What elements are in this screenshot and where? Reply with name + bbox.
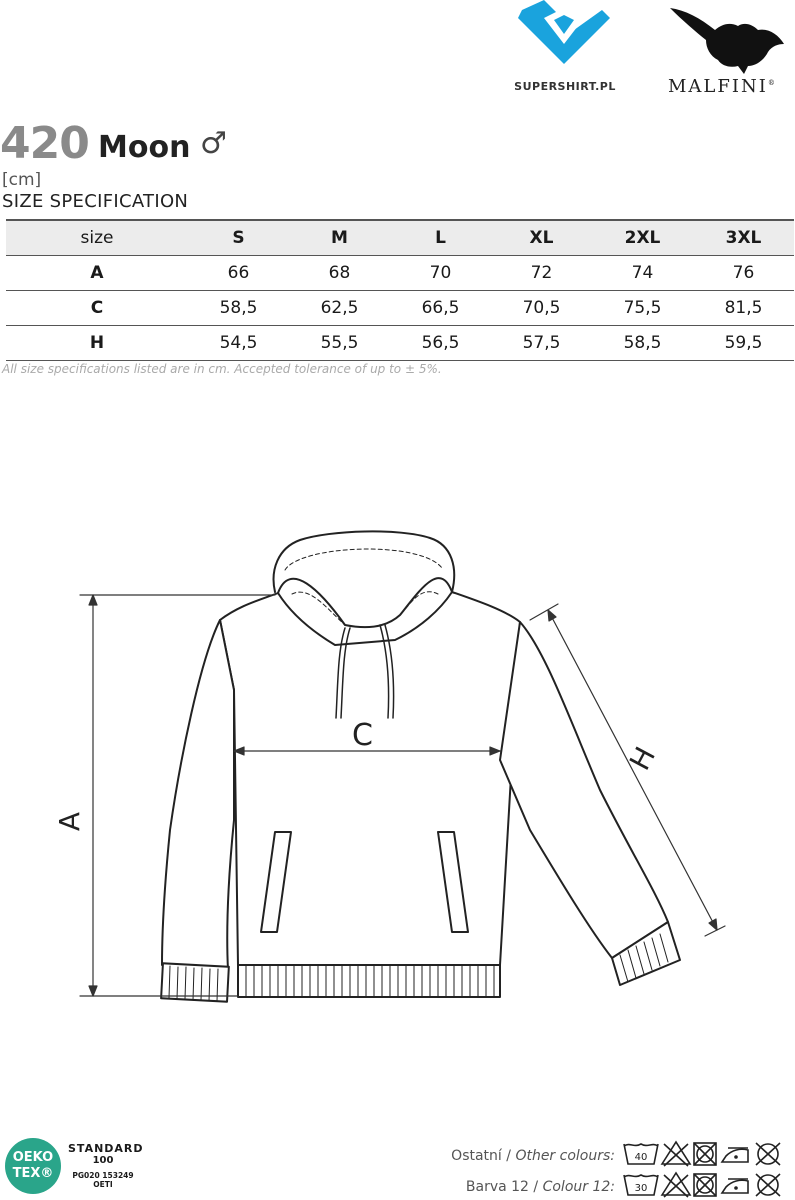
table-cell: 66,5 xyxy=(390,291,491,326)
table-header-row xyxy=(6,220,794,256)
table-cell: 57,5 xyxy=(491,326,592,361)
size-col-xl: XL xyxy=(491,220,592,256)
spec-title: SIZE SPECIFICATION xyxy=(2,191,189,212)
table-cell: 58,5 xyxy=(592,326,693,361)
unit-label: [cm] xyxy=(2,170,42,190)
table-cell: 74 xyxy=(592,256,693,291)
measure-label-c: C xyxy=(352,718,373,753)
table-row xyxy=(6,326,794,361)
table-cell: 62,5 xyxy=(289,291,390,326)
size-col-3xl: 3XL xyxy=(693,220,794,256)
table-cell: 66 xyxy=(188,256,289,291)
product-number: 420 xyxy=(0,118,89,169)
no-tumble-dry-icon xyxy=(694,1143,716,1165)
table-cell: 56,5 xyxy=(390,326,491,361)
care-label-local: Barva 12 / xyxy=(465,1179,539,1195)
oeko-badge-line2: TEX® xyxy=(12,1166,54,1181)
row-label: A xyxy=(6,256,188,291)
table-cell: 58,5 xyxy=(188,291,289,326)
table-row xyxy=(6,291,794,326)
care-label-other xyxy=(315,1148,615,1164)
wash-temp-40: 40 xyxy=(634,1152,648,1163)
table-cell: 76 xyxy=(693,256,794,291)
no-dry-clean-icon xyxy=(756,1143,780,1165)
wash-temp-30: 30 xyxy=(634,1183,648,1194)
oeko-code: PG020 153249 xyxy=(72,1171,134,1180)
hoodie-drawing xyxy=(0,520,795,1020)
row-label: H xyxy=(6,326,188,361)
care-label-local: Ostatní / xyxy=(451,1148,511,1164)
care-label-en: Other colours: xyxy=(515,1148,615,1164)
no-bleach-icon xyxy=(662,1142,690,1166)
hoodie-outline-icon xyxy=(0,520,795,1020)
iron-icon xyxy=(722,1179,748,1193)
care-label-colour-12 xyxy=(315,1179,615,1195)
oeko-tex-badge xyxy=(5,1138,61,1194)
table-cell: 72 xyxy=(491,256,592,291)
measure-label-h: H xyxy=(623,741,663,776)
supershirt-logo xyxy=(510,0,620,100)
care-label-en: Colour 12: xyxy=(542,1179,615,1195)
no-dry-clean-icon xyxy=(756,1174,780,1196)
table-cell: 55,5 xyxy=(289,326,390,361)
eagle-icon xyxy=(660,0,790,76)
supershirt-mark-icon xyxy=(514,0,614,72)
size-table xyxy=(6,219,794,361)
no-tumble-dry-icon xyxy=(694,1174,716,1196)
table-cell: 81,5 xyxy=(693,291,794,326)
table-cell: 70,5 xyxy=(491,291,592,326)
measure-label-a: A xyxy=(53,811,87,832)
oeko-institute: OETI xyxy=(93,1180,113,1189)
care-icons-colour-12 xyxy=(622,1171,792,1199)
malfini-logo xyxy=(660,0,795,100)
size-col-2xl: 2XL xyxy=(592,220,693,256)
oeko-tex-text xyxy=(68,1142,144,1189)
table-cell: 68 xyxy=(289,256,390,291)
size-col-m: M xyxy=(289,220,390,256)
table-cell: 70 xyxy=(390,256,491,291)
oeko-badge-line1: OEKO xyxy=(12,1150,54,1165)
no-bleach-icon xyxy=(662,1173,690,1197)
table-cell: 75,5 xyxy=(592,291,693,326)
tolerance-note: All size specifications listed are in cm. Accepted tolerance of up to ± 5%. xyxy=(2,362,442,376)
registered-mark: ® xyxy=(767,79,777,87)
supershirt-brand-text: SUPERSHIRT.PL xyxy=(514,80,616,93)
oeko-standard-number: 100 xyxy=(92,1155,114,1166)
product-name: Moon xyxy=(98,130,191,165)
oeko-standard: STANDARD xyxy=(68,1142,144,1155)
table-cell: 59,5 xyxy=(693,326,794,361)
iron-icon xyxy=(722,1148,748,1162)
size-header-label: size xyxy=(6,220,188,256)
care-icons-other xyxy=(622,1140,792,1168)
table-cell: 54,5 xyxy=(188,326,289,361)
size-col-l: L xyxy=(390,220,491,256)
table-row xyxy=(6,256,794,291)
row-label: C xyxy=(6,291,188,326)
male-icon: ♂ xyxy=(200,126,227,161)
size-col-s: S xyxy=(188,220,289,256)
malfini-brand-text: MALFINI xyxy=(668,76,768,97)
